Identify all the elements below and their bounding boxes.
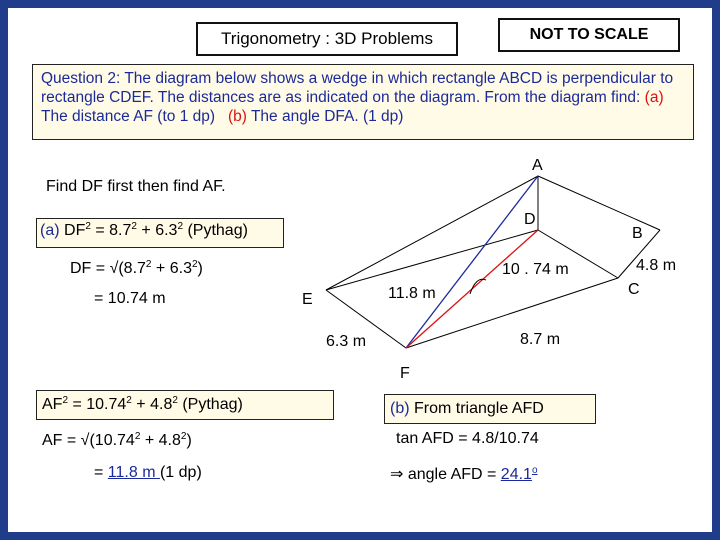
part-b-line2: ⇒ angle AFD = $24.1^o$ (390, 465, 538, 483)
vertex-b: B (632, 225, 643, 242)
label-af-length: 11.8 m (388, 285, 436, 302)
edge-de (326, 230, 538, 290)
af-line3: = 11.8 m (1 dp) (94, 464, 202, 481)
vertex-e: E (302, 291, 313, 308)
slide (8, 8, 712, 532)
page-title: Trigonometry : 3D Problems (221, 29, 433, 48)
label-bc-length: 4.8 m (636, 257, 677, 274)
edge-ab (538, 176, 660, 230)
part-a-label: (a) (40, 222, 60, 239)
part-b-label: (b) (390, 400, 410, 417)
question-text: The diagram below shows a wedge in which rectangle ABCD is perpendicular to rectangle CDEF. The distances are as indicated on the diagram. From the diagram find: (41, 70, 674, 106)
question-part-b-text: The angle DFA. (1 dp) (250, 108, 404, 125)
label-fc-length: 8.7 m (520, 331, 561, 348)
af-answer: 11.8 m (107, 464, 160, 481)
question-part-a-text: The distance AF (to 1 dp) (41, 108, 216, 125)
part-a-line1: (a) $DF^2 = 8.7^2 + 6.3^2$ (Pythag) (40, 221, 248, 239)
part-b-heading: (b) From triangle AFD (390, 400, 544, 417)
question-number: Question 2: (41, 70, 121, 87)
angle-arc-afd (470, 279, 486, 294)
part-a-line3: = 10.74 m (94, 290, 166, 307)
not-to-scale-label: NOT TO SCALE (529, 26, 649, 43)
af-line1: $AF^2 = 10.74^2 + 4.8^2$ (Pythag) (42, 395, 243, 413)
vertex-d: D (524, 211, 536, 228)
label-df-length: 10 . 74 m (502, 261, 569, 278)
part-a-line2: DF = $√(8.7^2 + 6.3^2)$ (70, 259, 203, 277)
question-part-a-label: (a) (644, 89, 664, 106)
part-b-line1: tan AFD = 4.8/10.74 (396, 430, 539, 447)
hint-text: Find DF first then find AF. (46, 178, 226, 195)
vertex-f: F (400, 365, 410, 382)
edge-fc (406, 278, 618, 348)
label-ef-length: 6.3 m (326, 333, 367, 350)
vertex-a: A (532, 157, 543, 174)
vertex-c: C (628, 281, 640, 298)
af-line2: AF = $√(10.74^2 + 4.8^2)$ (42, 431, 192, 449)
angle-answer: 24.1 (500, 466, 532, 483)
question-part-b-label: (b) (227, 108, 247, 125)
